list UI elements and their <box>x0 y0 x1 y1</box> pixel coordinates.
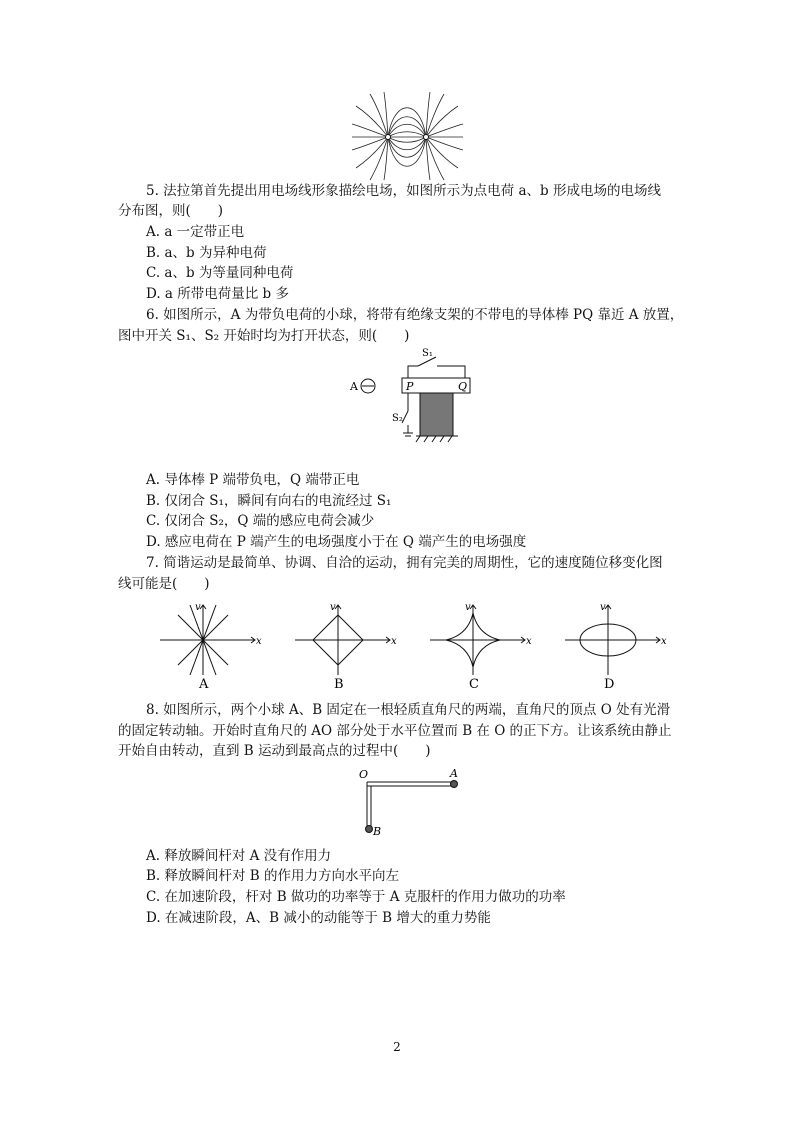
axis-x-label: x <box>526 636 532 647</box>
graph-c <box>425 600 535 690</box>
right-angle-rod-figure <box>355 765 465 840</box>
ball-a <box>451 781 458 788</box>
graph-label-c: C <box>469 677 479 692</box>
q5-option-b: B. a、b 为异种电荷 <box>146 245 267 261</box>
axis-v-label: v <box>600 602 606 613</box>
q5-stem-line2: 分布图，则( ) <box>118 203 224 219</box>
q8-stem-line2: 的固定转动轴。开始时直角尺的 AO 部分处于水平位置而 B 在 O 的正下方。让该系统由静止 <box>118 723 672 739</box>
q5-option-d: D. a 所带电荷量比 b 多 <box>146 286 289 302</box>
charge-b <box>424 135 429 140</box>
q7-stem-line1: 7. 简谐运动是最简单、协调、自洽的运动，拥有完美的周期性，它的速度随位移变化图 <box>146 555 663 571</box>
s2-label: S₂ <box>392 413 403 424</box>
axis-v-label: v <box>465 602 471 613</box>
q-label: Q <box>458 380 468 393</box>
q8-option-c: C. 在加速阶段，杆对 B 做功的功率等于 A 克服杆的作用力做功的功率 <box>146 889 566 905</box>
q6-stem-line1: 6. 如图所示，A 为带负电荷的小球，将带有绝缘支架的不带电的导体棒 PQ 靠近 A 放置， <box>146 307 684 323</box>
q8-option-d: D. 在减速阶段，A、B 减小的动能等于 B 增大的重力势能 <box>146 910 491 926</box>
q8-option-b: B. 释放瞬间杆对 B 的作用力方向水平向左 <box>146 868 400 884</box>
q6-option-a: A. 导体棒 P 端带负电，Q 端带正电 <box>146 472 360 488</box>
o-label: O <box>359 768 369 781</box>
conductor-figure <box>340 345 470 445</box>
axis-v-label: v <box>195 602 201 613</box>
a-label: A <box>450 767 458 780</box>
q5-option-a: A. a 一定带正电 <box>146 224 245 240</box>
q6-option-d: D. 感应电荷在 P 端产生的电场强度小于在 Q 端产生的电场强度 <box>146 534 527 550</box>
axis-x-label: x <box>661 636 667 647</box>
axis-x-label: x <box>256 636 262 647</box>
graph-d <box>560 600 670 690</box>
q6-option-b: B. 仅闭合 S₁，瞬间有向右的电流经过 S₁ <box>146 493 392 509</box>
q5-option-c: C. a、b 为等量同种电荷 <box>146 265 294 281</box>
graph-a <box>155 600 265 690</box>
p-label: P <box>406 380 414 393</box>
page-number: 2 <box>393 1040 401 1054</box>
field-lines-figure <box>350 92 465 180</box>
s1-label: S₁ <box>422 348 433 359</box>
axis-x-label: x <box>391 636 397 647</box>
q8-option-a: A. 释放瞬间杆对 A 没有作用力 <box>146 848 332 864</box>
graph-label-d: D <box>604 677 615 692</box>
q5-stem-line1: 5. 法拉第首先提出用电场线形象描绘电场，如图所示为点电荷 a、b 形成电场的电场线 <box>146 183 661 199</box>
ball-b <box>366 826 373 833</box>
q8-stem-line3: 开始自由转动，直到 B 运动到最高点的过程中( ) <box>118 743 431 759</box>
ball-a-label: A <box>350 380 358 393</box>
q8-stem-line1: 8. 如图所示，两个小球 A、B 固定在一根轻质直角尺的两端，直角尺的顶点 O 处有光滑 <box>146 702 671 718</box>
graph-label-b: B <box>334 677 344 692</box>
graph-label-a: A <box>199 677 209 692</box>
b-label: B <box>373 825 382 838</box>
q7-stem-line2: 线可能是( ) <box>118 576 210 592</box>
q6-option-c: C. 仅闭合 S₂，Q 端的感应电荷会减少 <box>146 513 375 529</box>
q6-stem-line2: 图中开关 S₁、S₂ 开始时均为打开状态，则( ) <box>118 328 410 344</box>
charge-a <box>386 135 391 140</box>
graph-b <box>290 600 400 690</box>
axis-v-label: v <box>330 602 336 613</box>
